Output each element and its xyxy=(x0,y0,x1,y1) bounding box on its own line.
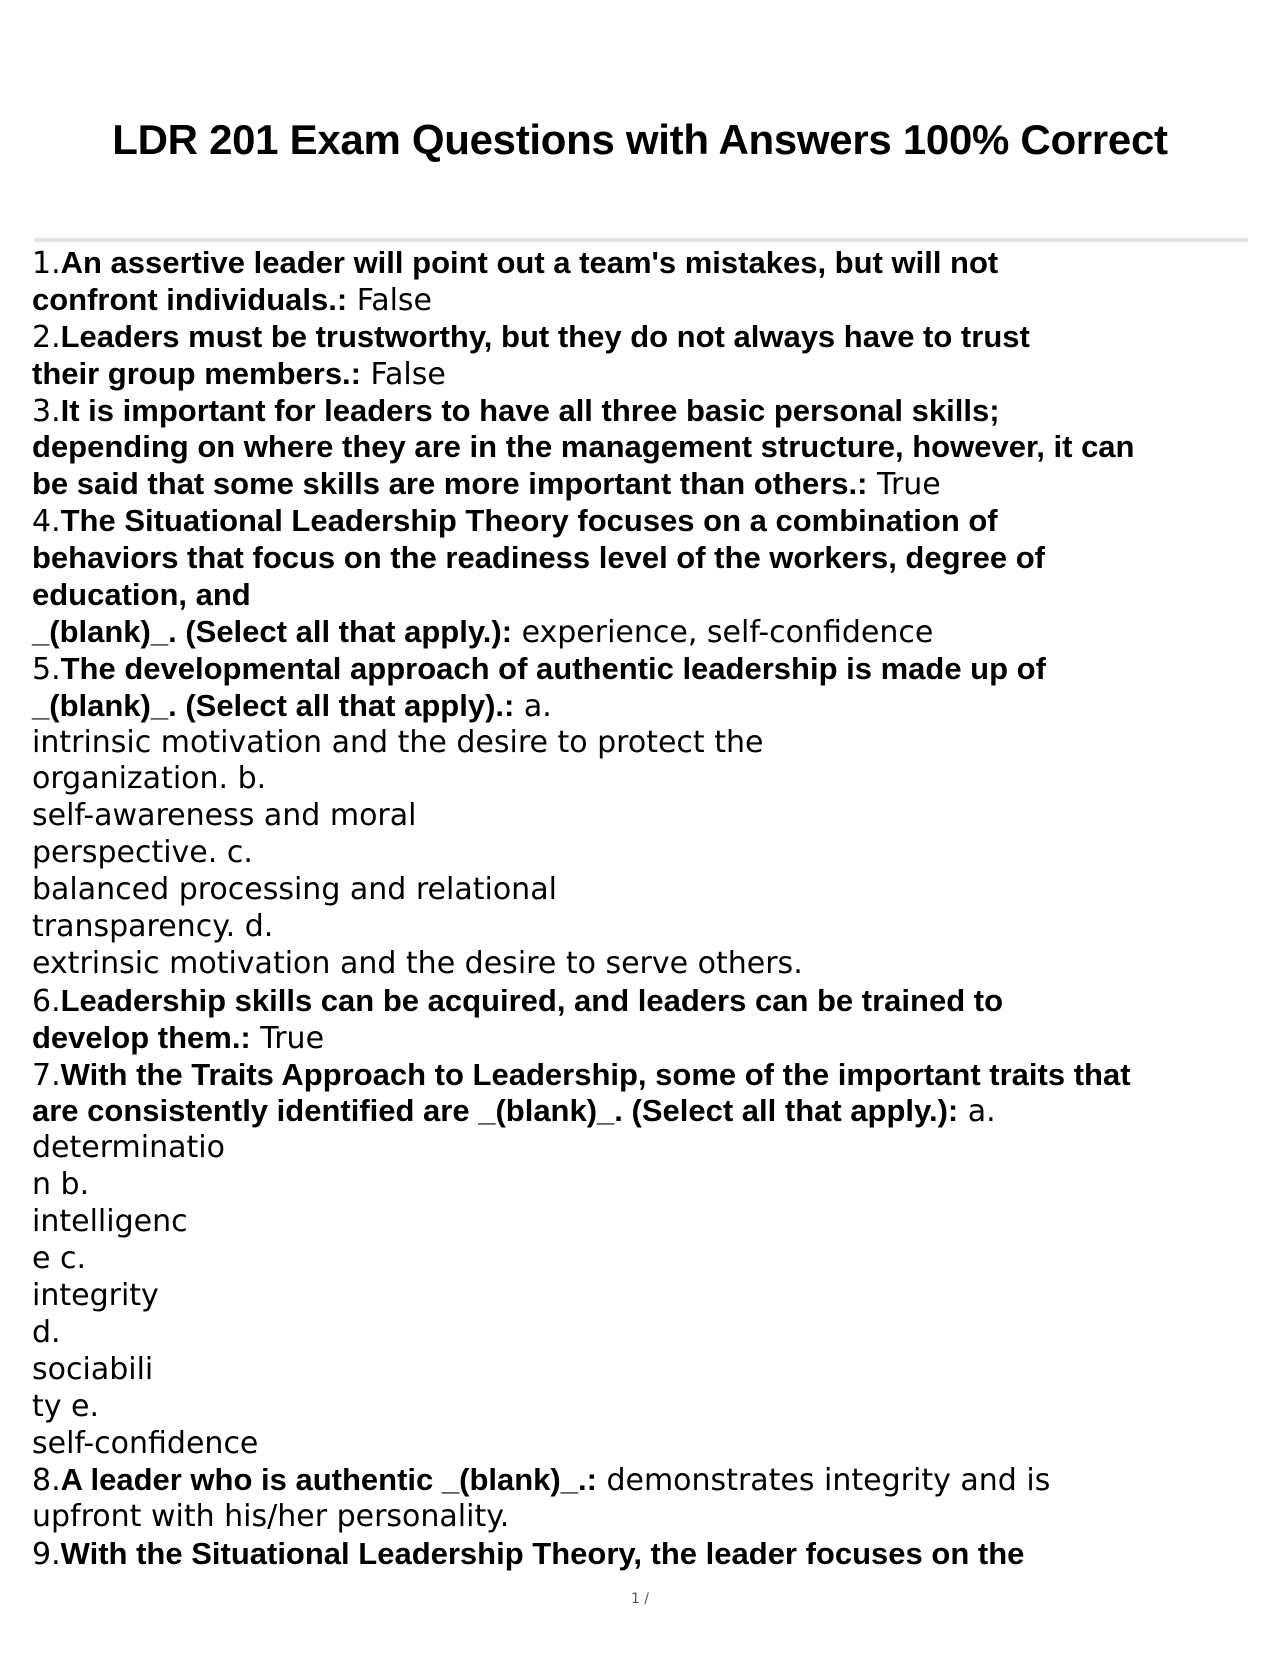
question-number: 5. xyxy=(32,651,61,687)
answer-text: sociabili xyxy=(32,1351,154,1387)
text-line xyxy=(32,577,1262,614)
question-number: 6. xyxy=(32,983,61,1019)
question-text: With the Traits Approach to Leadership, some of the important traits that xyxy=(60,1056,1131,1092)
text-line xyxy=(32,1278,1262,1315)
question-text: education, and xyxy=(32,577,251,613)
question-text: are consistently identified are _(blank)_. (Select all that apply.): xyxy=(32,1093,959,1129)
text-line xyxy=(32,393,1262,430)
answer-text: a. xyxy=(958,1094,996,1130)
question-number: 2. xyxy=(32,319,61,355)
text-line xyxy=(32,1130,1262,1167)
answer-text: organization. b. xyxy=(32,761,267,797)
question-text: their group members.: xyxy=(32,355,361,391)
question-text: _(blank)_. (Select all that apply.): xyxy=(32,613,513,649)
answer-text: extrinsic motivation and the desire to serve others. xyxy=(32,945,803,981)
answer-text: d. xyxy=(32,1314,61,1350)
answer-text: integrity xyxy=(32,1277,159,1313)
question-text: With the Situational Leadership Theory, the leader focuses on the xyxy=(60,1536,1025,1572)
text-line xyxy=(32,946,1262,983)
answer-text: balanced processing and relational xyxy=(32,872,557,908)
question-text: The Situational Leadership Theory focuses on a combination of xyxy=(60,503,998,539)
text-line xyxy=(32,1093,1262,1130)
question-number: 7. xyxy=(32,1057,61,1093)
text-line xyxy=(32,429,1262,466)
question-list xyxy=(32,245,1262,1573)
question-number: 9. xyxy=(32,1537,61,1573)
text-line xyxy=(32,1426,1262,1463)
text-line xyxy=(32,872,1262,909)
text-line xyxy=(32,798,1262,835)
question-text: behaviors that focus on the readiness level of the workers, degree of xyxy=(32,540,1045,576)
text-line xyxy=(32,1204,1262,1241)
text-line xyxy=(32,1536,1262,1573)
answer-text: intelligenc xyxy=(32,1204,188,1240)
text-line xyxy=(32,1389,1262,1426)
question-text: be said that some skills are more important than others.: xyxy=(32,466,868,502)
text-line xyxy=(32,503,1262,540)
answer-text: determinatio xyxy=(32,1130,225,1166)
answer-text: a. xyxy=(514,688,552,724)
answer-text: self-confidence xyxy=(32,1425,259,1461)
answer-text: upfront with his/her personality. xyxy=(32,1499,510,1535)
answer-text: intrinsic motivation and the desire to protect the xyxy=(32,724,764,760)
text-line xyxy=(32,761,1262,798)
answer-text: self-awareness and moral xyxy=(32,798,417,834)
answer-text: e c. xyxy=(32,1241,87,1277)
question-text: A leader who is authentic _(blank)_.: xyxy=(60,1462,597,1498)
text-line xyxy=(32,245,1262,282)
text-line xyxy=(32,909,1262,946)
text-line xyxy=(32,1167,1262,1204)
question-number: 8. xyxy=(32,1463,61,1499)
question-text: The developmental approach of authentic leadership is made up of xyxy=(60,650,1046,686)
answer-text: True xyxy=(250,1020,325,1056)
answer-text: demonstrates integrity and is xyxy=(596,1463,1051,1499)
answer-text: experience, self-confidence xyxy=(512,614,934,650)
answer-text: transparency. d. xyxy=(32,909,274,945)
answer-text: False xyxy=(361,356,446,392)
question-number: 1. xyxy=(32,246,61,281)
question-text: Leadership skills can be acquired, and leaders can be trained to xyxy=(60,982,1004,1018)
text-line xyxy=(32,688,1262,725)
text-line xyxy=(32,466,1262,503)
text-line xyxy=(32,614,1262,651)
question-text: It is important for leaders to have all three basic personal skills; xyxy=(60,392,1000,428)
question-text: develop them.: xyxy=(32,1019,251,1055)
text-line xyxy=(32,1315,1262,1352)
question-text: depending on where they are in the management structure, however, it can xyxy=(32,429,1135,465)
text-line xyxy=(32,725,1262,762)
text-line xyxy=(32,1241,1262,1278)
page-number: 1 / xyxy=(630,1591,650,1607)
text-line xyxy=(32,651,1262,688)
answer-text: True xyxy=(867,467,941,503)
question-text: Leaders must be trustworthy, but they do not always have to trust xyxy=(60,318,1030,354)
answer-text: n b. xyxy=(32,1167,90,1203)
text-line xyxy=(32,282,1262,319)
text-line xyxy=(32,1462,1262,1499)
text-line xyxy=(32,983,1262,1020)
text-line xyxy=(32,1499,1262,1536)
title-divider xyxy=(34,238,1248,242)
document-title: LDR 201 Exam Questions with Answers 100% Correct xyxy=(112,116,1168,163)
answer-text: perspective. c. xyxy=(32,835,253,871)
answer-text: ty e. xyxy=(32,1388,100,1424)
question-text: confront individuals.: xyxy=(32,281,348,317)
text-line xyxy=(32,1020,1262,1057)
text-line xyxy=(32,835,1262,872)
text-line xyxy=(32,1352,1262,1389)
question-number: 4. xyxy=(32,504,61,540)
text-line xyxy=(32,540,1262,577)
answer-text: False xyxy=(347,282,433,318)
question-text: _(blank)_. (Select all that apply).: xyxy=(32,687,515,723)
text-line xyxy=(32,356,1262,393)
text-line xyxy=(32,1057,1262,1094)
question-number: 3. xyxy=(32,393,61,429)
text-line xyxy=(32,319,1262,356)
question-text: An assertive leader will point out a team's mistakes, but will not xyxy=(60,245,999,280)
